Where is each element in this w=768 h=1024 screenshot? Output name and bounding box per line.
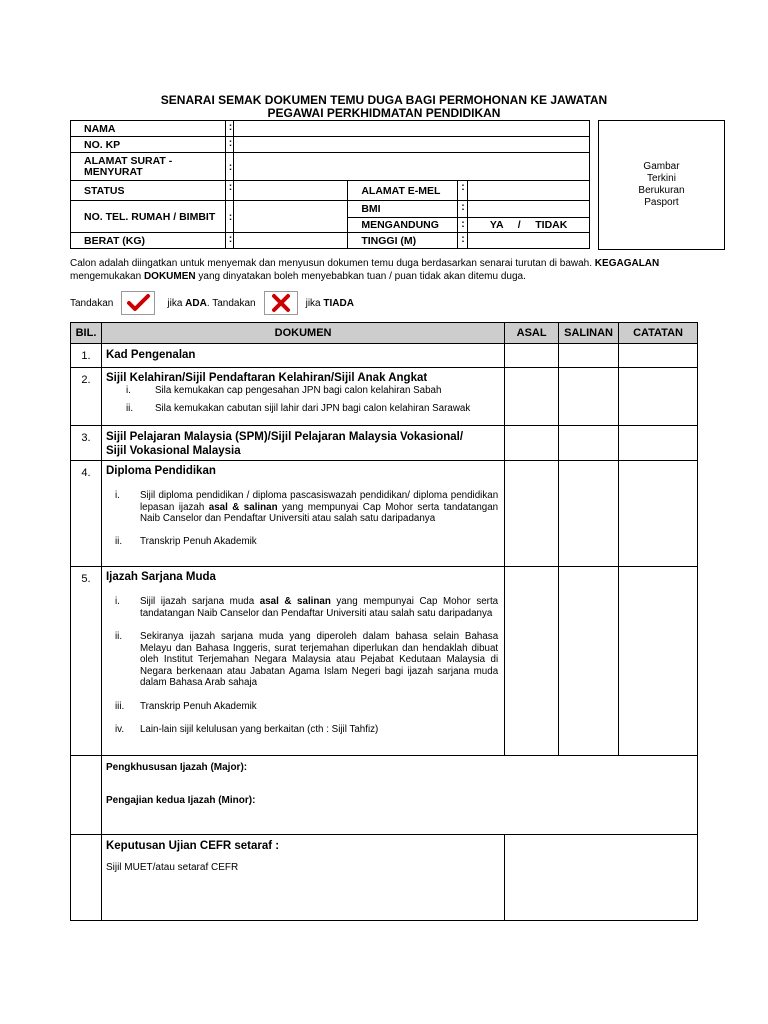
table-row: 2. Sijil Kelahiran/Sijil Pendaftaran Kelahiran/Sijil Anak Angkat i. Sila kemukakan cap pengesahan JPN bagi calon kelahiran Sabah ii. Sila kemukakan cabutan sijil lahir dari JPN bagi calon kelahiran Sarawak xyxy=(71,368,698,426)
row-title: Ijazah Sarjana Muda xyxy=(105,571,216,583)
salinan-checkbox[interactable] xyxy=(559,567,619,756)
major-label: Pengkhususan Ijazah (Major): xyxy=(105,762,248,773)
minor-label: Pengajian kedua Ijazah (Minor): xyxy=(105,795,256,806)
label-status: STATUS xyxy=(71,181,226,201)
list-item: i. Sijil diploma pendidikan / diploma pascasiswazah pendidikan/ diploma pendidikan lepasan ijazah asal & salinan yang mempunyai Cap Mohor serta tandatangan Naib Canselor dan Pendaftar Universiti atau salah satu daripadanya xyxy=(114,490,499,524)
mengandung-options[interactable]: YA / TIDAK xyxy=(468,218,590,233)
table-row: 5. Ijazah Sarjana Muda i. Sijil ijazah sarjana muda asal & salinan yang mempunyai Cap Mohor serta tandatangan Naib Canselor dan Pendaftar Universiti atau salah satu daripadanya ii. Sekiranya ijazah sarjana muda yang diperoleh dalam bahasa selain Bahasa Melayu dan Bahasa Inggeris, surat terjemahan diperlukan dan hendaklah dibuat oleh Institut Terjemahan Negara Malaysia atau Pejabat Kedutaan Malaysia di Negara berkenaan atau Jabatan Agama Islam Negeri bagi ijazah sarjana muda dalam Bahasa Arab sahaja iii. Transkrip Penuh Akademik iv. Lain-lain sijil kelulusan yang berkaitan (cth : Sijil Tahfiz) xyxy=(71,567,698,756)
col-dokumen: DOKUMEN xyxy=(101,323,504,344)
alamat-surat-field[interactable] xyxy=(233,153,589,181)
check-icon xyxy=(121,291,155,315)
salinan-checkbox[interactable] xyxy=(559,368,619,426)
row-title: Diploma Pendidikan xyxy=(105,465,216,477)
col-salinan: SALINAN xyxy=(559,323,619,344)
cefr-field[interactable] xyxy=(505,835,698,921)
row-title: Sijil Pelajaran Malaysia (SPM)/Sijil Pelajaran Malaysia Vokasional/ Sijil Vokasional Malaysia xyxy=(105,431,464,457)
row-title: Sijil Kelahiran/Sijil Pendaftaran Kelahiran/Sijil Anak Angkat xyxy=(105,372,428,384)
catatan-field[interactable] xyxy=(619,426,698,461)
row-title: Kad Pengenalan xyxy=(105,349,196,361)
nama-field[interactable] xyxy=(233,121,589,137)
asal-checkbox[interactable] xyxy=(505,368,559,426)
alamat-emel-field[interactable] xyxy=(468,181,590,201)
label-mengandung: MENGANDUNG xyxy=(348,218,458,233)
table-row: 3. Sijil Pelajaran Malaysia (SPM)/Sijil Pelajaran Malaysia Vokasional/ Sijil Vokasional Malaysia xyxy=(71,426,698,461)
document-checklist-table xyxy=(70,322,698,921)
bmi-field[interactable] xyxy=(468,201,590,218)
asal-checkbox[interactable] xyxy=(505,344,559,368)
asal-checkbox[interactable] xyxy=(505,567,559,756)
list-item: i. Sila kemukakan cap pengesahan JPN bagi calon kelahiran Sabah xyxy=(125,385,442,396)
list-item: ii. Transkrip Penuh Akademik xyxy=(114,535,257,547)
cefr-sub: Sijil MUET/atau setaraf CEFR xyxy=(105,862,239,873)
label-berat: BERAT (KG) xyxy=(71,233,226,249)
list-item: i. Sijil ijazah sarjana muda asal & salinan yang mempunyai Cap Mohor serta tandatangan Naib Canselor dan Pendaftar Universiti atau salah satu daripadanya xyxy=(114,596,499,619)
catatan-field[interactable] xyxy=(619,567,698,756)
no-kp-field[interactable] xyxy=(233,137,589,153)
passport-photo-box[interactable]: Gambar Terkini Berukuran Pasport xyxy=(598,120,725,250)
catatan-field[interactable] xyxy=(619,368,698,426)
salinan-checkbox[interactable] xyxy=(559,426,619,461)
asal-checkbox[interactable] xyxy=(505,426,559,461)
col-asal: ASAL xyxy=(505,323,559,344)
catatan-field[interactable] xyxy=(619,461,698,567)
salinan-checkbox[interactable] xyxy=(559,344,619,368)
list-item: iii. Transkrip Penuh Akademik xyxy=(114,700,257,712)
label-alamat-surat: ALAMAT SURAT - MENYURAT xyxy=(71,153,226,181)
berat-field[interactable] xyxy=(233,233,348,249)
label-no-kp: NO. KP xyxy=(71,137,226,153)
list-item: ii. Sekiranya ijazah sarjana muda yang diperoleh dalam bahasa selain Bahasa Melayu dan Bahasa Inggeris, surat terjemahan diperlukan dan hendaklah dibuat oleh Institut Terjemahan Negara Malaysia atau Pejabat Kedutaan Malaysia di Negara berkenaan atau Jabatan Agama Islam Negeri bagi ijazah sarjana muda dalam Bahasa Arab sahaja xyxy=(114,631,499,688)
cross-icon xyxy=(264,291,298,315)
table-row: 1. Kad Pengenalan xyxy=(71,344,698,368)
label-no-tel: NO. TEL. RUMAH / BIMBIT xyxy=(71,201,226,233)
catatan-field[interactable] xyxy=(619,344,698,368)
asal-checkbox[interactable] xyxy=(505,461,559,567)
tinggi-field[interactable] xyxy=(468,233,590,249)
col-catatan: CATATAN xyxy=(619,323,698,344)
option-ya[interactable]: YA xyxy=(489,219,504,231)
label-alamat-emel: ALAMAT E-MEL xyxy=(348,181,458,201)
form-title-line-1: SENARAI SEMAK DOKUMEN TEMU DUGA BAGI PERMOHONAN KE JAWATAN xyxy=(160,93,608,107)
table-row xyxy=(71,756,698,835)
status-field[interactable] xyxy=(233,181,348,201)
list-item: ii. Sila kemukakan cabutan sijil lahir dari JPN bagi calon kelahiran Sarawak xyxy=(125,402,471,414)
label-tinggi: TINGGI (M) xyxy=(348,233,458,249)
major-minor-field[interactable] xyxy=(101,756,697,835)
option-tidak[interactable]: TIDAK xyxy=(535,219,568,231)
list-item: iv. Lain-lain sijil kelulusan yang berkaitan (cth : Sijil Tahfiz) xyxy=(114,724,379,735)
table-row xyxy=(71,835,698,921)
personal-info-table: NAMA : NO. KP : ALAMAT SURAT - MENYURAT : STATUS : ALAMAT E-MEL : NO. TEL. RUMAH / BIMBIT : BMI : MENGANDUNG : YA / TIDAK BERAT (KG) : TINGGI (M) : xyxy=(70,120,590,249)
no-tel-field[interactable] xyxy=(233,201,348,233)
tick-legend: Tandakan jika ADA . Tandakan jika TIADA xyxy=(70,290,354,316)
notice-text: Calon adalah diingatkan untuk menyemak dan menyusun dokumen temu duga berdasarkan senarai turutan di bawah. KEGAGALAN mengemukakan DOKUMEN yang dinyatakan boleh menyebabkan tuan / puan tidak akan ditemu duga. xyxy=(70,258,660,282)
label-nama: NAMA xyxy=(71,121,226,137)
salinan-checkbox[interactable] xyxy=(559,461,619,567)
table-row: 4. Diploma Pendidikan i. Sijil diploma pendidikan / diploma pascasiswazah pendidikan/ diploma pendidikan lepasan ijazah asal & salinan yang mempunyai Cap Mohor serta tandatangan Naib Canselor dan Pendaftar Universiti atau salah satu daripadanya ii. Transkrip Penuh Akademik xyxy=(71,461,698,567)
cefr-title: Keputusan Ujian CEFR setaraf : xyxy=(105,840,280,852)
form-title-line-2: PEGAWAI PERKHIDMATAN PENDIDIKAN xyxy=(267,106,501,120)
label-bmi: BMI xyxy=(348,201,458,218)
col-bil: BIL. xyxy=(71,323,102,344)
